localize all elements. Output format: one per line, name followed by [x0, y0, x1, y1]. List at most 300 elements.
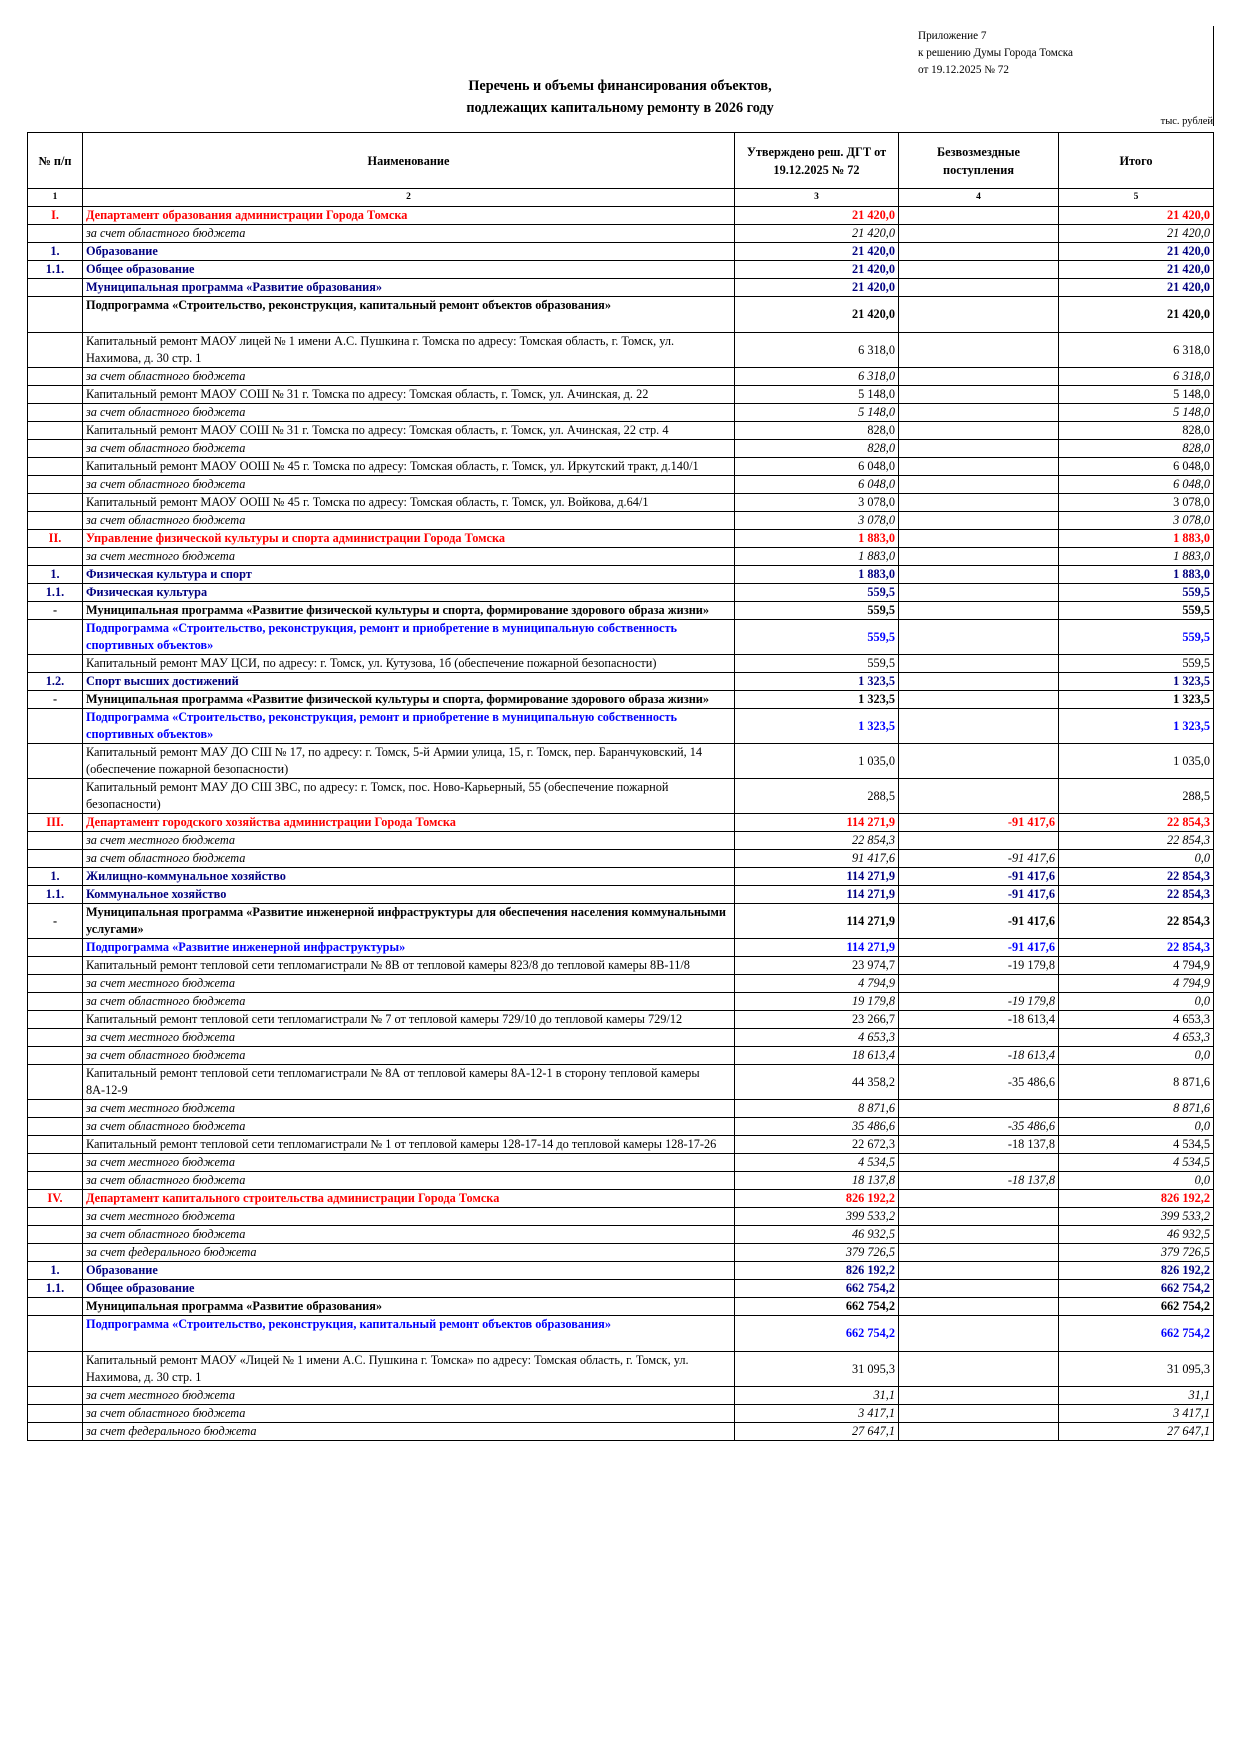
table-row	[28, 368, 1214, 386]
table-row	[28, 1065, 1214, 1100]
row-number	[28, 620, 83, 655]
row-total: 1 323,5	[1059, 709, 1214, 744]
row-grants: -19 179,8	[899, 993, 1059, 1011]
row-grants: -19 179,8	[899, 957, 1059, 975]
row-total: 6 318,0	[1059, 333, 1214, 368]
row-number	[28, 1316, 83, 1352]
table-row	[28, 779, 1214, 814]
title-line-2: подлежащих капитальному ремонту в 2026 году	[466, 100, 774, 116]
row-grants	[899, 1208, 1059, 1226]
table-row	[28, 297, 1214, 333]
row-approved: 1 883,0	[735, 566, 899, 584]
row-approved: 4 653,3	[735, 1029, 899, 1047]
table-row	[28, 868, 1214, 886]
row-approved: 828,0	[735, 440, 899, 458]
row-total: 0,0	[1059, 850, 1214, 868]
row-number: 1.1.	[28, 584, 83, 602]
row-number	[28, 1118, 83, 1136]
row-approved: 44 358,2	[735, 1065, 899, 1100]
row-total: 22 854,3	[1059, 832, 1214, 850]
row-approved: 4 794,9	[735, 975, 899, 993]
table-row	[28, 243, 1214, 261]
appendix-line-2: к решению Думы Города Томска	[918, 47, 1074, 59]
table-row	[28, 1047, 1214, 1065]
row-grants	[899, 440, 1059, 458]
row-grants	[899, 512, 1059, 530]
table-row	[28, 957, 1214, 975]
row-grants	[899, 279, 1059, 297]
row-number	[28, 939, 83, 957]
col-number: 1	[28, 189, 83, 207]
row-grants	[899, 1387, 1059, 1405]
row-approved: 22 672,3	[735, 1136, 899, 1154]
row-approved: 288,5	[735, 779, 899, 814]
financing-table	[27, 132, 1214, 1441]
row-approved: 559,5	[735, 584, 899, 602]
row-number	[28, 1100, 83, 1118]
row-name: Муниципальная программа «Развитие инженерной инфраструктуры для обеспечения населения коммунальными услугами»	[83, 904, 735, 939]
row-name: за счет областного бюджета	[83, 368, 735, 386]
row-name: за счет федерального бюджета	[83, 1423, 735, 1441]
row-total: 21 420,0	[1059, 225, 1214, 243]
row-total: 4 534,5	[1059, 1154, 1214, 1172]
row-number	[28, 476, 83, 494]
row-approved: 35 486,6	[735, 1118, 899, 1136]
row-number: II.	[28, 530, 83, 548]
row-total: 0,0	[1059, 1172, 1214, 1190]
row-name: за счет областного бюджета	[83, 1118, 735, 1136]
row-number	[28, 297, 83, 333]
row-name: Муниципальная программа «Развитие физической культуры и спорта, формирование здорового образа жизни»	[83, 602, 735, 620]
row-number	[28, 1172, 83, 1190]
row-name: за счет местного бюджета	[83, 548, 735, 566]
row-grants: -18 137,8	[899, 1172, 1059, 1190]
row-approved: 91 417,6	[735, 850, 899, 868]
row-approved: 4 534,5	[735, 1154, 899, 1172]
row-approved: 1 883,0	[735, 548, 899, 566]
row-total: 288,5	[1059, 779, 1214, 814]
row-approved: 1 035,0	[735, 744, 899, 779]
row-name: Департамент капитального строительства администрации Города Томска	[83, 1190, 735, 1208]
table-row	[28, 584, 1214, 602]
table-row	[28, 1154, 1214, 1172]
row-number	[28, 1154, 83, 1172]
row-grants	[899, 261, 1059, 279]
table-row	[28, 655, 1214, 673]
row-name: за счет областного бюджета	[83, 512, 735, 530]
row-total: 559,5	[1059, 655, 1214, 673]
row-grants	[899, 368, 1059, 386]
row-total: 1 883,0	[1059, 566, 1214, 584]
row-grants	[899, 1100, 1059, 1118]
row-number: IV.	[28, 1190, 83, 1208]
row-grants	[899, 386, 1059, 404]
row-total: 31 095,3	[1059, 1352, 1214, 1387]
row-grants	[899, 243, 1059, 261]
row-grants	[899, 225, 1059, 243]
row-approved: 6 318,0	[735, 368, 899, 386]
row-grants	[899, 297, 1059, 333]
row-name: Департамент образования администрации Города Томска	[83, 207, 735, 225]
row-name: за счет областного бюджета	[83, 1047, 735, 1065]
row-grants	[899, 404, 1059, 422]
row-number: 1.1.	[28, 261, 83, 279]
row-grants	[899, 476, 1059, 494]
row-name: за счет местного бюджета	[83, 1154, 735, 1172]
row-total: 3 417,1	[1059, 1405, 1214, 1423]
row-number	[28, 975, 83, 993]
table-row	[28, 404, 1214, 422]
row-grants	[899, 207, 1059, 225]
row-approved: 6 048,0	[735, 458, 899, 476]
appendix-note	[918, 28, 1073, 79]
row-name: Образование	[83, 243, 735, 261]
table-row	[28, 512, 1214, 530]
row-total: 22 854,3	[1059, 868, 1214, 886]
row-total: 1 323,5	[1059, 673, 1214, 691]
row-grants	[899, 494, 1059, 512]
row-name: за счет местного бюджета	[83, 1387, 735, 1405]
row-total: 1 883,0	[1059, 548, 1214, 566]
row-name: за счет областного бюджета	[83, 850, 735, 868]
row-number	[28, 1423, 83, 1441]
row-total: 4 653,3	[1059, 1029, 1214, 1047]
header-num: № п/п	[28, 133, 83, 189]
appendix-line-3: от 19.12.2025 № 72	[918, 64, 1009, 76]
row-total: 22 854,3	[1059, 904, 1214, 939]
col-number: 4	[899, 189, 1059, 207]
row-grants	[899, 1244, 1059, 1262]
table-row	[28, 440, 1214, 458]
row-grants	[899, 530, 1059, 548]
row-total: 22 854,3	[1059, 939, 1214, 957]
row-total: 4 653,3	[1059, 1011, 1214, 1029]
row-approved: 399 533,2	[735, 1208, 899, 1226]
table-row	[28, 673, 1214, 691]
row-total: 4 794,9	[1059, 957, 1214, 975]
row-name: за счет местного бюджета	[83, 1208, 735, 1226]
row-approved: 114 271,9	[735, 868, 899, 886]
row-approved: 379 726,5	[735, 1244, 899, 1262]
row-total: 0,0	[1059, 1118, 1214, 1136]
row-name: Физическая культура и спорт	[83, 566, 735, 584]
row-total: 27 647,1	[1059, 1423, 1214, 1441]
row-name: Капитальный ремонт МАОУ СОШ № 31 г. Томска по адресу: Томская область, г. Томск, ул. Ачинская, 22 стр. 4	[83, 422, 735, 440]
row-grants	[899, 1226, 1059, 1244]
table-row	[28, 939, 1214, 957]
row-name: Жилищно-коммунальное хозяйство	[83, 868, 735, 886]
row-total: 22 854,3	[1059, 814, 1214, 832]
row-approved: 559,5	[735, 620, 899, 655]
row-approved: 6 048,0	[735, 476, 899, 494]
row-grants	[899, 691, 1059, 709]
row-number	[28, 1136, 83, 1154]
row-number	[28, 850, 83, 868]
row-name: Капитальный ремонт МАУ ДО СШ № 17, по адресу: г. Томск, 5-й Армии улица, 15, г. Томск, пер. Баранчуковский, 14 (обеспечение пожарной безопасности)	[83, 744, 735, 779]
row-total: 662 754,2	[1059, 1298, 1214, 1316]
table-row	[28, 386, 1214, 404]
table-row	[28, 261, 1214, 279]
table-row	[28, 620, 1214, 655]
row-approved: 114 271,9	[735, 939, 899, 957]
units-label: тыс. рублей	[1160, 116, 1213, 127]
table-row	[28, 1226, 1214, 1244]
table-row	[28, 1280, 1214, 1298]
row-name: за счет областного бюджета	[83, 1226, 735, 1244]
row-approved: 21 420,0	[735, 279, 899, 297]
row-grants	[899, 709, 1059, 744]
row-number	[28, 1244, 83, 1262]
row-total: 8 871,6	[1059, 1065, 1214, 1100]
row-number	[28, 440, 83, 458]
row-grants: -18 613,4	[899, 1047, 1059, 1065]
row-name: Спорт высших достижений	[83, 673, 735, 691]
row-name: Общее образование	[83, 261, 735, 279]
table-row	[28, 207, 1214, 225]
row-grants	[899, 779, 1059, 814]
row-approved: 826 192,2	[735, 1190, 899, 1208]
row-total: 0,0	[1059, 993, 1214, 1011]
row-number	[28, 422, 83, 440]
row-total: 31,1	[1059, 1387, 1214, 1405]
row-name: Муниципальная программа «Развитие образования»	[83, 279, 735, 297]
row-total: 21 420,0	[1059, 297, 1214, 333]
table-row	[28, 832, 1214, 850]
row-number	[28, 494, 83, 512]
row-grants	[899, 655, 1059, 673]
row-total: 1 035,0	[1059, 744, 1214, 779]
row-total: 826 192,2	[1059, 1190, 1214, 1208]
table-row	[28, 1316, 1214, 1352]
table-body	[28, 207, 1214, 1441]
row-grants	[899, 584, 1059, 602]
table-row	[28, 494, 1214, 512]
row-number: 1.1.	[28, 1280, 83, 1298]
row-approved: 559,5	[735, 655, 899, 673]
row-approved: 21 420,0	[735, 243, 899, 261]
row-approved: 1 323,5	[735, 673, 899, 691]
row-number	[28, 386, 83, 404]
row-name: Коммунальное хозяйство	[83, 886, 735, 904]
col-number: 5	[1059, 189, 1214, 207]
row-approved: 5 148,0	[735, 386, 899, 404]
row-approved: 6 318,0	[735, 333, 899, 368]
row-name: за счет местного бюджета	[83, 975, 735, 993]
table-row	[28, 1011, 1214, 1029]
row-approved: 662 754,2	[735, 1316, 899, 1352]
row-approved: 5 148,0	[735, 404, 899, 422]
row-approved: 114 271,9	[735, 886, 899, 904]
row-total: 21 420,0	[1059, 207, 1214, 225]
row-grants: -91 417,6	[899, 904, 1059, 939]
document-title	[0, 75, 1240, 119]
row-approved: 3 078,0	[735, 512, 899, 530]
title-line-1: Перечень и объемы финансирования объектов,	[468, 78, 772, 94]
row-grants	[899, 1190, 1059, 1208]
row-approved: 3 417,1	[735, 1405, 899, 1423]
row-grants: -91 417,6	[899, 939, 1059, 957]
table-row	[28, 1136, 1214, 1154]
table-row	[28, 422, 1214, 440]
row-number	[28, 993, 83, 1011]
row-number	[28, 279, 83, 297]
row-name: Капитальный ремонт МАОУ ООШ № 45 г. Томска по адресу: Томская область, г. Томск, ул. Войкова, д.64/1	[83, 494, 735, 512]
row-number	[28, 512, 83, 530]
table-row	[28, 476, 1214, 494]
row-grants	[899, 673, 1059, 691]
row-name: Капитальный ремонт МАОУ СОШ № 31 г. Томска по адресу: Томская область, г. Томск, ул. Ачинская, д. 22	[83, 386, 735, 404]
row-name: Подпрограмма «Развитие инженерной инфраструктуры»	[83, 939, 735, 957]
row-grants: -18 613,4	[899, 1011, 1059, 1029]
row-name: Подпрограмма «Строительство, реконструкция, ремонт и приобретение в муниципальную собственность спортивных объектов»	[83, 709, 735, 744]
row-name: за счет областного бюджета	[83, 993, 735, 1011]
row-total: 21 420,0	[1059, 261, 1214, 279]
row-name: за счет местного бюджета	[83, 1029, 735, 1047]
row-number	[28, 1298, 83, 1316]
table-row	[28, 709, 1214, 744]
row-name: Департамент городского хозяйства администрации Города Томска	[83, 814, 735, 832]
header-total: Итого	[1059, 133, 1214, 189]
table-row	[28, 566, 1214, 584]
row-number	[28, 333, 83, 368]
row-number	[28, 779, 83, 814]
row-grants	[899, 1405, 1059, 1423]
table-row	[28, 1100, 1214, 1118]
row-total: 6 048,0	[1059, 476, 1214, 494]
row-total: 3 078,0	[1059, 512, 1214, 530]
row-number	[28, 225, 83, 243]
table-row	[28, 691, 1214, 709]
row-number: III.	[28, 814, 83, 832]
row-grants	[899, 1298, 1059, 1316]
table-row	[28, 1298, 1214, 1316]
row-number	[28, 1226, 83, 1244]
row-approved: 826 192,2	[735, 1262, 899, 1280]
table-row	[28, 1172, 1214, 1190]
row-grants	[899, 1262, 1059, 1280]
row-grants: -91 417,6	[899, 886, 1059, 904]
row-total: 21 420,0	[1059, 279, 1214, 297]
row-name: Капитальный ремонт МАУ ДО СШ ЗВС, по адресу: г. Томск, пос. Ново-Карьерный, 55 (обеспечение пожарной безопасности)	[83, 779, 735, 814]
row-approved: 662 754,2	[735, 1280, 899, 1298]
table-row	[28, 1118, 1214, 1136]
row-approved: 559,5	[735, 602, 899, 620]
row-name: за счет областного бюджета	[83, 404, 735, 422]
row-number	[28, 957, 83, 975]
row-number	[28, 1029, 83, 1047]
row-total: 662 754,2	[1059, 1316, 1214, 1352]
row-number	[28, 1011, 83, 1029]
row-grants	[899, 620, 1059, 655]
row-number	[28, 709, 83, 744]
table-row	[28, 602, 1214, 620]
row-approved: 3 078,0	[735, 494, 899, 512]
row-number	[28, 1047, 83, 1065]
header-grants: Безвозмездные поступления	[899, 133, 1059, 189]
row-grants: -18 137,8	[899, 1136, 1059, 1154]
row-grants	[899, 1316, 1059, 1352]
row-grants: -35 486,6	[899, 1118, 1059, 1136]
row-total: 4 534,5	[1059, 1136, 1214, 1154]
row-total: 46 932,5	[1059, 1226, 1214, 1244]
row-number	[28, 744, 83, 779]
table-row	[28, 1262, 1214, 1280]
row-total: 21 420,0	[1059, 243, 1214, 261]
row-number	[28, 404, 83, 422]
row-grants	[899, 1423, 1059, 1441]
row-name: за счет областного бюджета	[83, 476, 735, 494]
row-name: Муниципальная программа «Развитие физической культуры и спорта, формирование здорового образа жизни»	[83, 691, 735, 709]
row-total: 6 318,0	[1059, 368, 1214, 386]
row-number	[28, 655, 83, 673]
row-number	[28, 1208, 83, 1226]
table-row	[28, 1244, 1214, 1262]
row-approved: 31 095,3	[735, 1352, 899, 1387]
row-approved: 828,0	[735, 422, 899, 440]
table-row	[28, 333, 1214, 368]
row-name: Подпрограмма «Строительство, реконструкция, ремонт и приобретение в муниципальную собственность спортивных объектов»	[83, 620, 735, 655]
row-name: Капитальный ремонт МАОУ «Лицей № 1 имени А.С. Пушкина г. Томска» по адресу: Томская область, г. Томск, ул. Нахимова, д. 30 стр. 1	[83, 1352, 735, 1387]
appendix-line-1: Приложение 7	[918, 30, 987, 42]
row-total: 662 754,2	[1059, 1280, 1214, 1298]
row-total: 8 871,6	[1059, 1100, 1214, 1118]
row-grants	[899, 1029, 1059, 1047]
row-total: 379 726,5	[1059, 1244, 1214, 1262]
row-approved: 31,1	[735, 1387, 899, 1405]
header-approved: Утверждено реш. ДГТ от 19.12.2025 № 72	[735, 133, 899, 189]
row-number: -	[28, 602, 83, 620]
table-row	[28, 744, 1214, 779]
table-header-row	[28, 133, 1214, 189]
row-total: 1 883,0	[1059, 530, 1214, 548]
row-name: за счет местного бюджета	[83, 832, 735, 850]
row-total: 399 533,2	[1059, 1208, 1214, 1226]
row-total: 828,0	[1059, 440, 1214, 458]
row-name: Муниципальная программа «Развитие образования»	[83, 1298, 735, 1316]
row-grants	[899, 566, 1059, 584]
row-total: 3 078,0	[1059, 494, 1214, 512]
row-name: Капитальный ремонт тепловой сети тепломагистрали № 7 от тепловой камеры 729/10 до тепловой камеры 729/12	[83, 1011, 735, 1029]
row-approved: 18 137,8	[735, 1172, 899, 1190]
row-grants: -91 417,6	[899, 868, 1059, 886]
row-name: Капитальный ремонт тепловой сети тепломагистрали № 8А от тепловой камеры 8А-12-1 в сторону тепловой камеры 8А-12-9	[83, 1065, 735, 1100]
row-name: Капитальный ремонт тепловой сети тепломагистрали № 8В от тепловой камеры 823/8 до тепловой камеры 8В-11/8	[83, 957, 735, 975]
table-row	[28, 1423, 1214, 1441]
row-name: Физическая культура	[83, 584, 735, 602]
row-total: 22 854,3	[1059, 886, 1214, 904]
row-approved: 21 420,0	[735, 225, 899, 243]
row-approved: 27 647,1	[735, 1423, 899, 1441]
row-grants	[899, 333, 1059, 368]
row-number	[28, 458, 83, 476]
row-name: за счет областного бюджета	[83, 1405, 735, 1423]
row-total: 5 148,0	[1059, 404, 1214, 422]
row-grants: -91 417,6	[899, 850, 1059, 868]
row-grants	[899, 975, 1059, 993]
row-number	[28, 1405, 83, 1423]
row-name: Образование	[83, 1262, 735, 1280]
row-grants	[899, 458, 1059, 476]
row-approved: 23 974,7	[735, 957, 899, 975]
row-name: за счет федерального бюджета	[83, 1244, 735, 1262]
table-row	[28, 814, 1214, 832]
row-number	[28, 1065, 83, 1100]
row-grants	[899, 1280, 1059, 1298]
table-row	[28, 1405, 1214, 1423]
header-name: Наименование	[83, 133, 735, 189]
row-name: Капитальный ремонт МАОУ лицей № 1 имени А.С. Пушкина г. Томска по адресу: Томская область, г. Томск, ул. Нахимова, д. 30 стр. 1	[83, 333, 735, 368]
row-number: -	[28, 904, 83, 939]
